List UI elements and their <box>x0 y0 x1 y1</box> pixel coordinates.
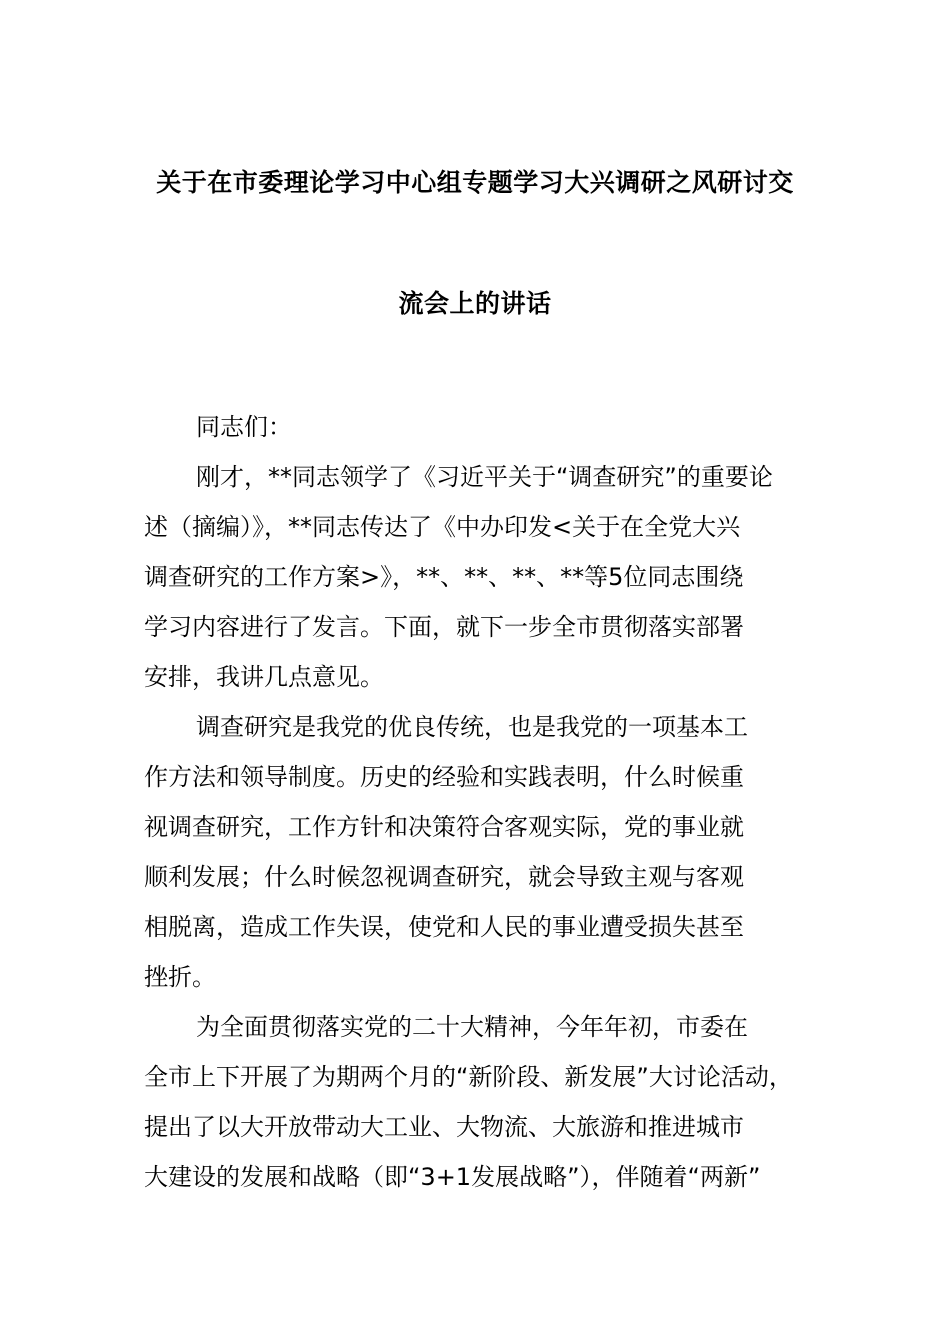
document-title-line-2: 流会上的讲话 <box>398 289 552 318</box>
paragraph-3-line: 为全面贯彻落实党的二十大精神，今年年初，市委在 <box>196 1013 748 1041</box>
paragraph-2-line: 作方法和领导制度。历史的经验和实践表明，什么时候重 <box>144 763 744 791</box>
document-title-line-1: 关于在市委理论学习中心组专题学习大兴调研之风研讨交 <box>156 168 794 197</box>
paragraph-3-line: 全市上下开展了为期两个月的“新阶段、新发展”大讨论活动， <box>144 1063 793 1091</box>
paragraph-2-line: 相脱离，造成工作失误，使党和人民的事业遭受损失甚至 <box>144 913 744 941</box>
paragraph-2-line: 视调查研究，工作方针和决策符合客观实际，党的事业就 <box>144 813 744 841</box>
paragraph-3-line: 大建设的发展和战略（即“3+1发展战略”），伴随着“两新” <box>144 1163 761 1191</box>
paragraph-2-line: 顺利发展；什么时候忽视调查研究，就会导致主观与客观 <box>144 863 744 891</box>
paragraph-1-line: 刚才，**同志领学了《习近平关于“调查研究”的重要论 <box>196 463 773 491</box>
paragraph-1-line: 学习内容进行了发言。下面，就下一步全市贯彻落实部署 <box>144 613 744 641</box>
paragraph-3-line: 提出了以大开放带动大工业、大物流、大旅游和推进城市 <box>144 1113 744 1141</box>
paragraph-1-line: 安排，我讲几点意见。 <box>144 663 384 691</box>
speech-body <box>144 402 834 1202</box>
paragraph-2-line: 挫折。 <box>144 963 216 991</box>
paragraph-1-line: 调查研究的工作方案>》，**、**、**、**等5位同志围绕 <box>144 563 744 591</box>
salutation: 同志们： <box>196 413 292 441</box>
paragraph-1-line: 述（摘编）》，**同志传达了《中办印发<关于在全党大兴 <box>144 513 741 541</box>
paragraph-2-line: 调查研究是我党的优良传统，也是我党的一项基本工 <box>196 713 748 741</box>
